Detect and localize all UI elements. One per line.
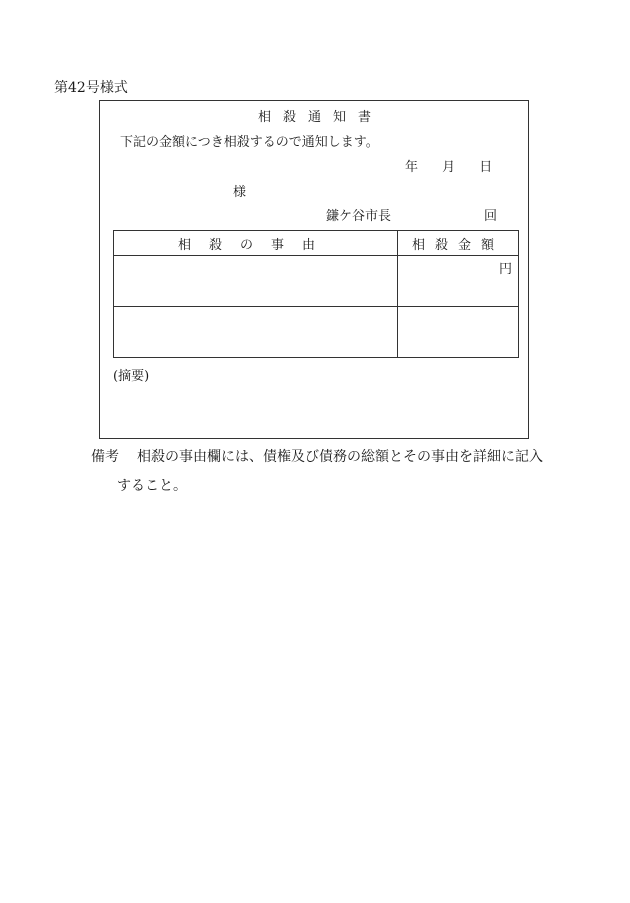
date-line: 年 月 日: [405, 160, 493, 175]
note-text-continued: すること。: [117, 478, 187, 494]
table-row: [114, 256, 519, 307]
form-number: 第42号様式: [54, 80, 128, 96]
table-row: [114, 307, 519, 358]
remarks-label: (摘要): [113, 369, 150, 384]
intro-text: 下記の金額につき相殺するので通知します。: [120, 135, 379, 150]
table-header-row: [114, 231, 519, 256]
offset-table: [113, 230, 519, 358]
seal-mark: 回: [484, 209, 498, 224]
addressee-suffix: 様: [233, 185, 247, 200]
issuer-name: 鎌ケ谷市長: [326, 209, 392, 224]
amount-cell: [398, 256, 519, 307]
yen-unit: 円: [498, 262, 512, 277]
amount-cell: [398, 307, 519, 358]
reason-cell: [114, 256, 398, 307]
form-title: 相殺通知書: [258, 110, 384, 125]
note-label: 備考: [91, 449, 119, 465]
header-amount: 相殺金額: [398, 231, 519, 256]
reason-cell: [114, 307, 398, 358]
header-reason: 相殺の事由: [114, 231, 398, 256]
note-text: 相殺の事由欄には、債権及び債務の総額とその事由を詳細に記入: [137, 449, 543, 465]
